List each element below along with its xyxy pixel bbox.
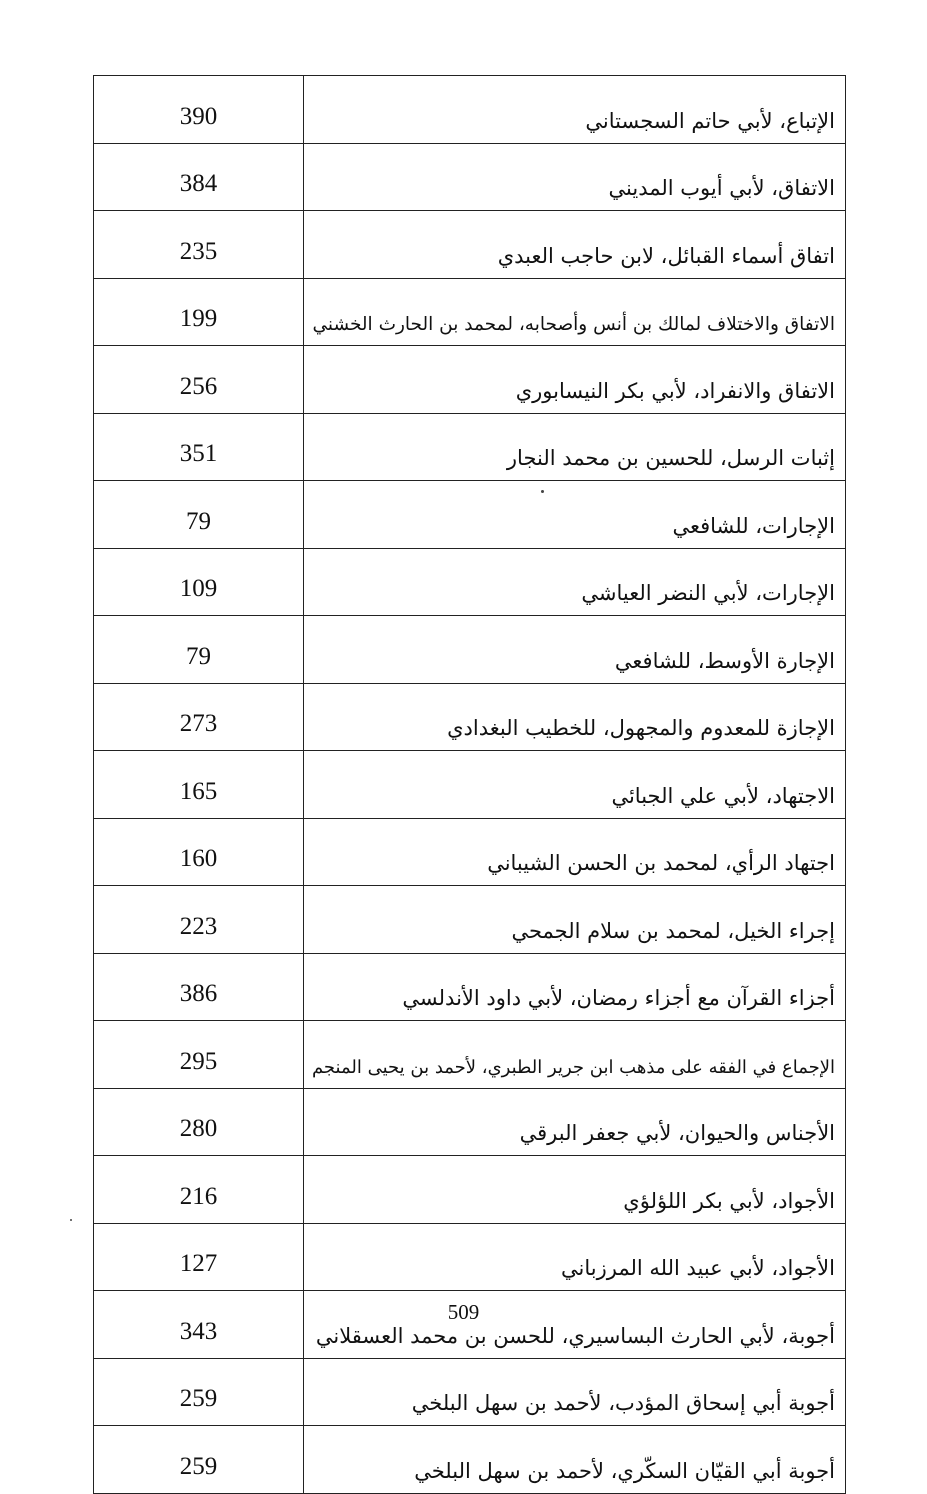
index-rows bbox=[94, 76, 846, 1494]
scan-speck bbox=[70, 1219, 72, 1221]
page-reference: 259 bbox=[179, 1452, 218, 1480]
page-reference-cell bbox=[94, 548, 304, 616]
book-title-cell bbox=[304, 481, 846, 549]
index-row bbox=[94, 548, 846, 616]
page-reference-cell bbox=[94, 143, 304, 211]
page-reference: 351 bbox=[179, 440, 218, 467]
index-row bbox=[94, 616, 846, 684]
book-title: الأجناس والحيوان، لأبي جعفر البرقي bbox=[519, 1121, 835, 1145]
index-row bbox=[94, 1426, 846, 1494]
index-table bbox=[93, 75, 846, 1494]
page-reference: 295 bbox=[179, 1047, 218, 1075]
page-reference-cell bbox=[94, 413, 304, 481]
page-reference: 384 bbox=[179, 170, 218, 197]
page-reference-cell bbox=[94, 751, 304, 819]
book-title: أجوبة أبي القيّان السكّري، لأحمد بن سهل البلخي bbox=[414, 1458, 835, 1483]
index-row bbox=[94, 1021, 846, 1089]
book-title: إثبات الرسل، للحسين بن محمد النجار bbox=[506, 446, 835, 470]
book-title-cell bbox=[304, 76, 846, 144]
page-reference-cell bbox=[94, 1426, 304, 1494]
page-reference-cell bbox=[94, 76, 304, 144]
page-reference-cell bbox=[94, 1156, 304, 1224]
book-title-cell bbox=[304, 1426, 846, 1494]
page-reference-cell bbox=[94, 278, 304, 346]
index-row bbox=[94, 1223, 846, 1291]
book-title-cell bbox=[304, 683, 846, 751]
page-reference: 390 bbox=[179, 102, 218, 130]
page-reference: 235 bbox=[179, 237, 218, 265]
page-reference-cell bbox=[94, 953, 304, 1021]
book-title-cell bbox=[304, 278, 846, 346]
index-row bbox=[94, 413, 846, 481]
page-reference-cell bbox=[94, 481, 304, 549]
page-reference: 256 bbox=[179, 372, 218, 400]
page-reference-cell bbox=[94, 1088, 304, 1156]
index-row bbox=[94, 751, 846, 819]
book-title: الأجواد، لأبي بكر اللؤلؤي bbox=[623, 1188, 835, 1213]
page-reference-cell bbox=[94, 1021, 304, 1089]
index-row bbox=[94, 683, 846, 751]
page-reference: 273 bbox=[179, 710, 218, 737]
book-title: الأجواد، لأبي عبيد الله المرزباني bbox=[561, 1256, 835, 1280]
book-title-cell bbox=[304, 1223, 846, 1291]
page-reference: 165 bbox=[179, 777, 218, 805]
book-title-cell bbox=[304, 1088, 846, 1156]
page-reference-cell bbox=[94, 1223, 304, 1291]
page-reference: 79 bbox=[186, 507, 211, 535]
index-row bbox=[94, 953, 846, 1021]
book-title: الإجماع في الفقه على مذهب ابن جرير الطبري، لأحمد بن يحيى المنجم bbox=[311, 1056, 835, 1078]
index-row bbox=[94, 278, 846, 346]
book-title: اجتهاد الرأي، لمحمد بن الحسن الشيباني bbox=[487, 851, 835, 875]
index-row bbox=[94, 143, 846, 211]
book-title-cell bbox=[304, 751, 846, 819]
book-title: الإجارات، لأبي النضر العياشي bbox=[581, 581, 835, 605]
page-number: 509 bbox=[447, 1300, 480, 1324]
book-title: الاجتهاد، لأبي علي الجبائي bbox=[611, 783, 835, 808]
book-title-cell bbox=[304, 953, 846, 1021]
book-title-cell bbox=[304, 143, 846, 211]
page-reference-cell bbox=[94, 346, 304, 414]
book-title-cell bbox=[304, 818, 846, 886]
index-row bbox=[94, 211, 846, 279]
book-title: الاتفاق والانفراد، لأبي بكر النيسابوري bbox=[515, 378, 835, 403]
page-reference-cell bbox=[94, 1358, 304, 1426]
index-row bbox=[94, 76, 846, 144]
book-title-cell bbox=[304, 886, 846, 954]
index-row bbox=[94, 1088, 846, 1156]
page-reference: 216 bbox=[179, 1182, 218, 1210]
page-reference: 280 bbox=[179, 1115, 218, 1142]
page-reference: 109 bbox=[179, 575, 218, 602]
page-reference: 127 bbox=[179, 1250, 218, 1277]
page-reference: 199 bbox=[179, 305, 218, 332]
page-reference: 386 bbox=[179, 980, 218, 1007]
book-title-cell bbox=[304, 1358, 846, 1426]
book-title: الاتفاق، لأبي أيوب المديني bbox=[608, 176, 835, 200]
page-reference: 79 bbox=[186, 642, 211, 670]
book-title-cell bbox=[304, 346, 846, 414]
page-reference-cell bbox=[94, 683, 304, 751]
page-reference: 343 bbox=[179, 1317, 218, 1345]
page-reference-cell bbox=[94, 211, 304, 279]
book-title: الإجازة للمعدوم والمجهول، للخطيب البغدادي bbox=[447, 716, 835, 740]
book-title: الإتباع، لأبي حاتم السجستاني bbox=[585, 108, 835, 133]
book-title-cell bbox=[304, 548, 846, 616]
book-title: أجوبة، لأبي الحارث البساسيري، للحسن بن محمد العسقلاني bbox=[315, 1323, 835, 1348]
page-reference: 223 bbox=[179, 912, 218, 940]
page-reference: 160 bbox=[179, 845, 218, 872]
page-reference-cell bbox=[94, 818, 304, 886]
index-row bbox=[94, 1156, 846, 1224]
book-title-cell bbox=[304, 1021, 846, 1089]
page-reference-cell bbox=[94, 616, 304, 684]
scan-speck bbox=[541, 490, 544, 493]
book-title: اتفاق أسماء القبائل، لابن حاجب العبدي bbox=[497, 243, 835, 268]
page-reference-cell bbox=[94, 886, 304, 954]
book-title: إجراء الخيل، لمحمد بن سلام الجمحي bbox=[511, 918, 835, 943]
book-title: أجوبة أبي إسحاق المؤدب، لأحمد بن سهل البلخي bbox=[411, 1391, 835, 1415]
book-title: الإجارات، للشافعي bbox=[672, 513, 835, 538]
book-title: الإجارة الأوسط، للشافعي bbox=[614, 648, 835, 673]
book-title: الاتفاق والاختلاف لمالك بن أنس وأصحابه، لمحمد بن الحارث الخشني bbox=[312, 314, 835, 335]
book-title-cell bbox=[304, 1156, 846, 1224]
index-row bbox=[94, 481, 846, 549]
book-title-cell bbox=[304, 616, 846, 684]
book-title: أجزاء القرآن مع أجزاء رمضان، لأبي داود الأندلسي bbox=[402, 986, 835, 1010]
page-reference: 259 bbox=[179, 1385, 218, 1412]
index-row bbox=[94, 886, 846, 954]
index-row bbox=[94, 818, 846, 886]
index-row bbox=[94, 346, 846, 414]
book-title-cell bbox=[304, 211, 846, 279]
index-row bbox=[94, 1358, 846, 1426]
book-title-cell bbox=[304, 413, 846, 481]
